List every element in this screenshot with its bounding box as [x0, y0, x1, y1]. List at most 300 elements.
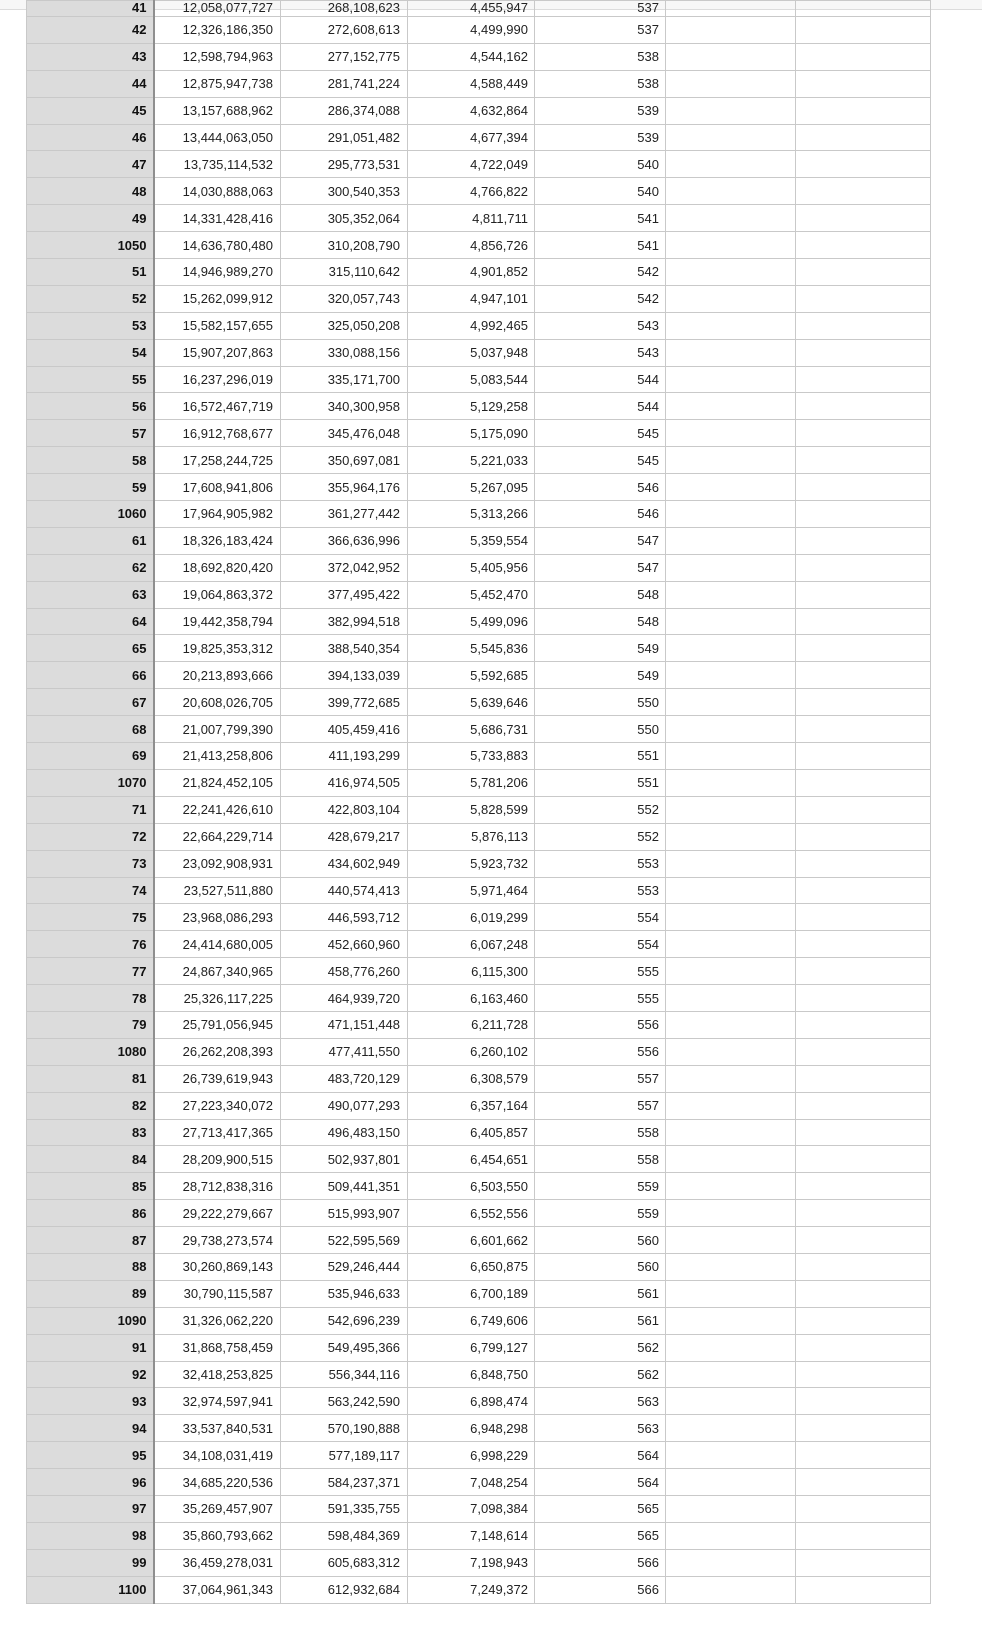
empty-cell[interactable]	[666, 1442, 796, 1469]
cell-value-3[interactable]: 5,828,599	[408, 796, 535, 823]
cell-value-3[interactable]: 5,876,113	[408, 823, 535, 850]
cell-value-2[interactable]: 458,776,260	[281, 958, 408, 985]
empty-cell[interactable]	[796, 366, 931, 393]
empty-cell[interactable]	[796, 1334, 931, 1361]
empty-cell[interactable]	[666, 1092, 796, 1119]
cell-value-4[interactable]: 563	[535, 1388, 666, 1415]
empty-cell[interactable]	[666, 420, 796, 447]
row-header[interactable]: 58	[27, 447, 154, 474]
cell-value-2[interactable]: 315,110,642	[281, 259, 408, 286]
cell-value-2[interactable]: 372,042,952	[281, 554, 408, 581]
cell-value-3[interactable]: 4,455,947	[408, 1, 535, 17]
cell-value-1[interactable]: 12,875,947,738	[154, 70, 281, 97]
cell-value-4[interactable]: 546	[535, 474, 666, 501]
empty-cell[interactable]	[666, 1522, 796, 1549]
row-header[interactable]: 83	[27, 1119, 154, 1146]
cell-value-3[interactable]: 5,175,090	[408, 420, 535, 447]
empty-cell[interactable]	[796, 716, 931, 743]
cell-value-4[interactable]: 539	[535, 97, 666, 124]
row-header[interactable]: 69	[27, 743, 154, 770]
empty-cell[interactable]	[796, 1280, 931, 1307]
row-header[interactable]: 59	[27, 474, 154, 501]
cell-value-2[interactable]: 291,051,482	[281, 124, 408, 151]
cell-value-4[interactable]: 540	[535, 151, 666, 178]
empty-cell[interactable]	[796, 70, 931, 97]
cell-value-4[interactable]: 544	[535, 366, 666, 393]
cell-value-1[interactable]: 28,712,838,316	[154, 1173, 281, 1200]
cell-value-4[interactable]: 540	[535, 178, 666, 205]
cell-value-3[interactable]: 4,856,726	[408, 232, 535, 259]
cell-value-2[interactable]: 549,495,366	[281, 1334, 408, 1361]
row-header[interactable]: 76	[27, 931, 154, 958]
cell-value-2[interactable]: 366,636,996	[281, 527, 408, 554]
cell-value-1[interactable]: 18,326,183,424	[154, 527, 281, 554]
empty-cell[interactable]	[796, 581, 931, 608]
row-header[interactable]: 62	[27, 554, 154, 581]
cell-value-4[interactable]: 566	[535, 1576, 666, 1603]
empty-cell[interactable]	[666, 716, 796, 743]
cell-value-2[interactable]: 416,974,505	[281, 769, 408, 796]
cell-value-2[interactable]: 605,683,312	[281, 1549, 408, 1576]
empty-cell[interactable]	[796, 689, 931, 716]
empty-cell[interactable]	[666, 1, 796, 17]
cell-value-1[interactable]: 31,868,758,459	[154, 1334, 281, 1361]
cell-value-3[interactable]: 6,998,229	[408, 1442, 535, 1469]
cell-value-4[interactable]: 560	[535, 1227, 666, 1254]
cell-value-1[interactable]: 19,825,353,312	[154, 635, 281, 662]
cell-value-2[interactable]: 496,483,150	[281, 1119, 408, 1146]
cell-value-4[interactable]: 547	[535, 527, 666, 554]
cell-value-2[interactable]: 411,193,299	[281, 743, 408, 770]
row-header[interactable]: 45	[27, 97, 154, 124]
cell-value-3[interactable]: 5,129,258	[408, 393, 535, 420]
cell-value-1[interactable]: 21,413,258,806	[154, 743, 281, 770]
empty-cell[interactable]	[666, 1227, 796, 1254]
cell-value-4[interactable]: 564	[535, 1442, 666, 1469]
cell-value-3[interactable]: 5,083,544	[408, 366, 535, 393]
cell-value-1[interactable]: 27,713,417,365	[154, 1119, 281, 1146]
cell-value-1[interactable]: 24,867,340,965	[154, 958, 281, 985]
row-header[interactable]: 75	[27, 904, 154, 931]
cell-value-2[interactable]: 515,993,907	[281, 1200, 408, 1227]
cell-value-1[interactable]: 15,582,157,655	[154, 312, 281, 339]
cell-value-3[interactable]: 6,948,298	[408, 1415, 535, 1442]
row-header[interactable]: 68	[27, 716, 154, 743]
empty-cell[interactable]	[796, 1495, 931, 1522]
empty-cell[interactable]	[796, 420, 931, 447]
cell-value-2[interactable]: 471,151,448	[281, 1011, 408, 1038]
cell-value-2[interactable]: 330,088,156	[281, 339, 408, 366]
cell-value-2[interactable]: 405,459,416	[281, 716, 408, 743]
cell-value-3[interactable]: 6,552,556	[408, 1200, 535, 1227]
empty-cell[interactable]	[796, 904, 931, 931]
cell-value-4[interactable]: 552	[535, 823, 666, 850]
row-header[interactable]: 46	[27, 124, 154, 151]
cell-value-3[interactable]: 4,766,822	[408, 178, 535, 205]
row-header[interactable]: 64	[27, 608, 154, 635]
empty-cell[interactable]	[666, 1119, 796, 1146]
cell-value-3[interactable]: 5,405,956	[408, 554, 535, 581]
cell-value-3[interactable]: 6,848,750	[408, 1361, 535, 1388]
empty-cell[interactable]	[666, 151, 796, 178]
row-header[interactable]: 99	[27, 1549, 154, 1576]
empty-cell[interactable]	[796, 662, 931, 689]
cell-value-2[interactable]: 542,696,239	[281, 1307, 408, 1334]
cell-value-2[interactable]: 477,411,550	[281, 1038, 408, 1065]
cell-value-1[interactable]: 17,608,941,806	[154, 474, 281, 501]
cell-value-3[interactable]: 7,198,943	[408, 1549, 535, 1576]
empty-cell[interactable]	[666, 769, 796, 796]
empty-cell[interactable]	[666, 17, 796, 44]
empty-cell[interactable]	[796, 1576, 931, 1603]
cell-value-1[interactable]: 23,092,908,931	[154, 850, 281, 877]
cell-value-2[interactable]: 281,741,224	[281, 70, 408, 97]
cell-value-4[interactable]: 557	[535, 1092, 666, 1119]
cell-value-4[interactable]: 552	[535, 796, 666, 823]
cell-value-3[interactable]: 5,313,266	[408, 501, 535, 528]
empty-cell[interactable]	[796, 1307, 931, 1334]
empty-cell[interactable]	[666, 796, 796, 823]
cell-value-4[interactable]: 549	[535, 635, 666, 662]
cell-value-1[interactable]: 13,157,688,962	[154, 97, 281, 124]
cell-value-1[interactable]: 12,326,186,350	[154, 17, 281, 44]
empty-cell[interactable]	[796, 1, 931, 17]
cell-value-2[interactable]: 428,679,217	[281, 823, 408, 850]
cell-value-4[interactable]: 541	[535, 232, 666, 259]
cell-value-1[interactable]: 37,064,961,343	[154, 1576, 281, 1603]
cell-value-4[interactable]: 538	[535, 43, 666, 70]
cell-value-3[interactable]: 6,357,164	[408, 1092, 535, 1119]
cell-value-4[interactable]: 541	[535, 205, 666, 232]
row-header[interactable]: 94	[27, 1415, 154, 1442]
cell-value-4[interactable]: 561	[535, 1307, 666, 1334]
empty-cell[interactable]	[666, 70, 796, 97]
cell-value-2[interactable]: 535,946,633	[281, 1280, 408, 1307]
cell-value-3[interactable]: 7,249,372	[408, 1576, 535, 1603]
row-header[interactable]: 78	[27, 985, 154, 1012]
empty-cell[interactable]	[796, 43, 931, 70]
cell-value-3[interactable]: 4,632,864	[408, 97, 535, 124]
row-header[interactable]: 81	[27, 1065, 154, 1092]
empty-cell[interactable]	[796, 1522, 931, 1549]
empty-cell[interactable]	[796, 285, 931, 312]
cell-value-3[interactable]: 4,499,990	[408, 17, 535, 44]
cell-value-3[interactable]: 5,221,033	[408, 447, 535, 474]
cell-value-1[interactable]: 35,269,457,907	[154, 1495, 281, 1522]
row-header[interactable]: 1080	[27, 1038, 154, 1065]
empty-cell[interactable]	[796, 877, 931, 904]
empty-cell[interactable]	[666, 581, 796, 608]
empty-cell[interactable]	[666, 1038, 796, 1065]
empty-cell[interactable]	[666, 554, 796, 581]
row-header[interactable]: 92	[27, 1361, 154, 1388]
cell-value-3[interactable]: 5,971,464	[408, 877, 535, 904]
cell-value-1[interactable]: 19,064,863,372	[154, 581, 281, 608]
cell-value-2[interactable]: 277,152,775	[281, 43, 408, 70]
empty-cell[interactable]	[666, 608, 796, 635]
empty-cell[interactable]	[796, 1173, 931, 1200]
cell-value-1[interactable]: 34,685,220,536	[154, 1469, 281, 1496]
cell-value-1[interactable]: 12,058,077,727	[154, 1, 281, 17]
empty-cell[interactable]	[796, 1146, 931, 1173]
cell-value-4[interactable]: 564	[535, 1469, 666, 1496]
cell-value-4[interactable]: 563	[535, 1415, 666, 1442]
empty-cell[interactable]	[666, 205, 796, 232]
cell-value-2[interactable]: 502,937,801	[281, 1146, 408, 1173]
empty-cell[interactable]	[796, 124, 931, 151]
empty-cell[interactable]	[796, 1549, 931, 1576]
row-header[interactable]: 52	[27, 285, 154, 312]
row-header[interactable]: 41	[27, 1, 154, 17]
empty-cell[interactable]	[666, 850, 796, 877]
cell-value-3[interactable]: 6,799,127	[408, 1334, 535, 1361]
empty-cell[interactable]	[666, 1200, 796, 1227]
cell-value-2[interactable]: 320,057,743	[281, 285, 408, 312]
empty-cell[interactable]	[796, 205, 931, 232]
cell-value-3[interactable]: 7,048,254	[408, 1469, 535, 1496]
row-header[interactable]: 1090	[27, 1307, 154, 1334]
cell-value-1[interactable]: 15,907,207,863	[154, 339, 281, 366]
cell-value-1[interactable]: 16,572,467,719	[154, 393, 281, 420]
cell-value-1[interactable]: 23,968,086,293	[154, 904, 281, 931]
empty-cell[interactable]	[796, 1415, 931, 1442]
empty-cell[interactable]	[796, 232, 931, 259]
row-header[interactable]: 47	[27, 151, 154, 178]
cell-value-2[interactable]: 422,803,104	[281, 796, 408, 823]
row-header[interactable]: 51	[27, 259, 154, 286]
cell-value-2[interactable]: 286,374,088	[281, 97, 408, 124]
cell-value-3[interactable]: 4,947,101	[408, 285, 535, 312]
row-header[interactable]: 79	[27, 1011, 154, 1038]
cell-value-1[interactable]: 27,223,340,072	[154, 1092, 281, 1119]
cell-value-4[interactable]: 553	[535, 850, 666, 877]
cell-value-3[interactable]: 6,700,189	[408, 1280, 535, 1307]
row-header[interactable]: 1060	[27, 501, 154, 528]
cell-value-1[interactable]: 15,262,099,912	[154, 285, 281, 312]
cell-value-4[interactable]: 544	[535, 393, 666, 420]
row-header[interactable]: 48	[27, 178, 154, 205]
cell-value-1[interactable]: 32,974,597,941	[154, 1388, 281, 1415]
cell-value-4[interactable]: 558	[535, 1119, 666, 1146]
cell-value-2[interactable]: 361,277,442	[281, 501, 408, 528]
cell-value-4[interactable]: 561	[535, 1280, 666, 1307]
cell-value-3[interactable]: 5,452,470	[408, 581, 535, 608]
empty-cell[interactable]	[666, 527, 796, 554]
cell-value-3[interactable]: 4,722,049	[408, 151, 535, 178]
empty-cell[interactable]	[666, 1253, 796, 1280]
cell-value-2[interactable]: 563,242,590	[281, 1388, 408, 1415]
cell-value-2[interactable]: 464,939,720	[281, 985, 408, 1012]
row-header[interactable]: 43	[27, 43, 154, 70]
empty-cell[interactable]	[796, 339, 931, 366]
cell-value-3[interactable]: 5,686,731	[408, 716, 535, 743]
cell-value-1[interactable]: 32,418,253,825	[154, 1361, 281, 1388]
cell-value-4[interactable]: 554	[535, 931, 666, 958]
empty-cell[interactable]	[666, 339, 796, 366]
cell-value-1[interactable]: 31,326,062,220	[154, 1307, 281, 1334]
row-header[interactable]: 88	[27, 1253, 154, 1280]
cell-value-4[interactable]: 565	[535, 1522, 666, 1549]
cell-value-2[interactable]: 355,964,176	[281, 474, 408, 501]
cell-value-1[interactable]: 21,007,799,390	[154, 716, 281, 743]
cell-value-1[interactable]: 35,860,793,662	[154, 1522, 281, 1549]
cell-value-1[interactable]: 14,030,888,063	[154, 178, 281, 205]
cell-value-3[interactable]: 5,267,095	[408, 474, 535, 501]
cell-value-1[interactable]: 20,608,026,705	[154, 689, 281, 716]
cell-value-2[interactable]: 452,660,960	[281, 931, 408, 958]
cell-value-1[interactable]: 20,213,893,666	[154, 662, 281, 689]
cell-value-2[interactable]: 509,441,351	[281, 1173, 408, 1200]
empty-cell[interactable]	[796, 958, 931, 985]
cell-value-3[interactable]: 6,454,651	[408, 1146, 535, 1173]
cell-value-2[interactable]: 483,720,129	[281, 1065, 408, 1092]
cell-value-2[interactable]: 272,608,613	[281, 17, 408, 44]
empty-cell[interactable]	[796, 312, 931, 339]
empty-cell[interactable]	[666, 97, 796, 124]
cell-value-3[interactable]: 4,992,465	[408, 312, 535, 339]
cell-value-2[interactable]: 598,484,369	[281, 1522, 408, 1549]
cell-value-3[interactable]: 6,115,300	[408, 958, 535, 985]
empty-cell[interactable]	[796, 17, 931, 44]
cell-value-4[interactable]: 548	[535, 608, 666, 635]
cell-value-1[interactable]: 34,108,031,419	[154, 1442, 281, 1469]
empty-cell[interactable]	[796, 823, 931, 850]
cell-value-3[interactable]: 5,781,206	[408, 769, 535, 796]
cell-value-2[interactable]: 612,932,684	[281, 1576, 408, 1603]
empty-cell[interactable]	[796, 178, 931, 205]
cell-value-3[interactable]: 6,503,550	[408, 1173, 535, 1200]
cell-value-1[interactable]: 19,442,358,794	[154, 608, 281, 635]
cell-value-3[interactable]: 6,650,875	[408, 1253, 535, 1280]
empty-cell[interactable]	[796, 554, 931, 581]
cell-value-4[interactable]: 545	[535, 420, 666, 447]
cell-value-1[interactable]: 26,739,619,943	[154, 1065, 281, 1092]
empty-cell[interactable]	[796, 635, 931, 662]
cell-value-1[interactable]: 23,527,511,880	[154, 877, 281, 904]
cell-value-3[interactable]: 4,677,394	[408, 124, 535, 151]
row-header[interactable]: 1050	[27, 232, 154, 259]
empty-cell[interactable]	[666, 985, 796, 1012]
cell-value-2[interactable]: 350,697,081	[281, 447, 408, 474]
cell-value-2[interactable]: 434,602,949	[281, 850, 408, 877]
cell-value-2[interactable]: 377,495,422	[281, 581, 408, 608]
cell-value-2[interactable]: 340,300,958	[281, 393, 408, 420]
cell-value-3[interactable]: 6,019,299	[408, 904, 535, 931]
cell-value-2[interactable]: 529,246,444	[281, 1253, 408, 1280]
empty-cell[interactable]	[796, 1469, 931, 1496]
empty-cell[interactable]	[796, 1442, 931, 1469]
row-header[interactable]: 87	[27, 1227, 154, 1254]
cell-value-3[interactable]: 7,148,614	[408, 1522, 535, 1549]
cell-value-4[interactable]: 562	[535, 1334, 666, 1361]
cell-value-4[interactable]: 549	[535, 662, 666, 689]
empty-cell[interactable]	[796, 1361, 931, 1388]
cell-value-4[interactable]: 553	[535, 877, 666, 904]
empty-cell[interactable]	[796, 151, 931, 178]
empty-cell[interactable]	[666, 124, 796, 151]
cell-value-4[interactable]: 560	[535, 1253, 666, 1280]
cell-value-1[interactable]: 22,241,426,610	[154, 796, 281, 823]
row-header[interactable]: 66	[27, 662, 154, 689]
empty-cell[interactable]	[666, 635, 796, 662]
cell-value-4[interactable]: 547	[535, 554, 666, 581]
cell-value-3[interactable]: 5,499,096	[408, 608, 535, 635]
empty-cell[interactable]	[796, 474, 931, 501]
row-header[interactable]: 82	[27, 1092, 154, 1119]
row-header[interactable]: 71	[27, 796, 154, 823]
cell-value-4[interactable]: 557	[535, 1065, 666, 1092]
cell-value-1[interactable]: 14,331,428,416	[154, 205, 281, 232]
empty-cell[interactable]	[796, 1011, 931, 1038]
row-header[interactable]: 53	[27, 312, 154, 339]
cell-value-3[interactable]: 6,898,474	[408, 1388, 535, 1415]
cell-value-4[interactable]: 551	[535, 743, 666, 770]
cell-value-2[interactable]: 295,773,531	[281, 151, 408, 178]
empty-cell[interactable]	[666, 285, 796, 312]
empty-cell[interactable]	[796, 985, 931, 1012]
cell-value-1[interactable]: 22,664,229,714	[154, 823, 281, 850]
cell-value-2[interactable]: 394,133,039	[281, 662, 408, 689]
row-header[interactable]: 61	[27, 527, 154, 554]
cell-value-2[interactable]: 310,208,790	[281, 232, 408, 259]
cell-value-1[interactable]: 25,326,117,225	[154, 985, 281, 1012]
empty-cell[interactable]	[666, 1307, 796, 1334]
cell-value-2[interactable]: 399,772,685	[281, 689, 408, 716]
row-header[interactable]: 44	[27, 70, 154, 97]
empty-cell[interactable]	[666, 877, 796, 904]
cell-value-1[interactable]: 13,444,063,050	[154, 124, 281, 151]
empty-cell[interactable]	[796, 743, 931, 770]
row-header[interactable]: 85	[27, 1173, 154, 1200]
cell-value-3[interactable]: 5,923,732	[408, 850, 535, 877]
row-header[interactable]: 84	[27, 1146, 154, 1173]
cell-value-3[interactable]: 6,260,102	[408, 1038, 535, 1065]
cell-value-4[interactable]: 566	[535, 1549, 666, 1576]
empty-cell[interactable]	[666, 1146, 796, 1173]
empty-cell[interactable]	[666, 1388, 796, 1415]
empty-cell[interactable]	[796, 1388, 931, 1415]
cell-value-3[interactable]: 6,067,248	[408, 931, 535, 958]
cell-value-3[interactable]: 7,098,384	[408, 1495, 535, 1522]
empty-cell[interactable]	[666, 1361, 796, 1388]
row-header[interactable]: 97	[27, 1495, 154, 1522]
cell-value-2[interactable]: 268,108,623	[281, 1, 408, 17]
empty-cell[interactable]	[796, 501, 931, 528]
empty-cell[interactable]	[796, 1200, 931, 1227]
empty-cell[interactable]	[796, 931, 931, 958]
empty-cell[interactable]	[796, 1065, 931, 1092]
cell-value-1[interactable]: 13,735,114,532	[154, 151, 281, 178]
cell-value-2[interactable]: 556,344,116	[281, 1361, 408, 1388]
cell-value-4[interactable]: 550	[535, 716, 666, 743]
cell-value-3[interactable]: 5,037,948	[408, 339, 535, 366]
row-header[interactable]: 96	[27, 1469, 154, 1496]
cell-value-1[interactable]: 16,912,768,677	[154, 420, 281, 447]
cell-value-1[interactable]: 14,636,780,480	[154, 232, 281, 259]
cell-value-2[interactable]: 335,171,700	[281, 366, 408, 393]
cell-value-4[interactable]: 548	[535, 581, 666, 608]
empty-cell[interactable]	[666, 1065, 796, 1092]
cell-value-4[interactable]: 556	[535, 1011, 666, 1038]
cell-value-1[interactable]: 17,258,244,725	[154, 447, 281, 474]
empty-cell[interactable]	[666, 1011, 796, 1038]
cell-value-1[interactable]: 30,260,869,143	[154, 1253, 281, 1280]
row-header[interactable]: 42	[27, 17, 154, 44]
empty-cell[interactable]	[796, 1092, 931, 1119]
cell-value-2[interactable]: 325,050,208	[281, 312, 408, 339]
cell-value-1[interactable]: 36,459,278,031	[154, 1549, 281, 1576]
row-header[interactable]: 86	[27, 1200, 154, 1227]
